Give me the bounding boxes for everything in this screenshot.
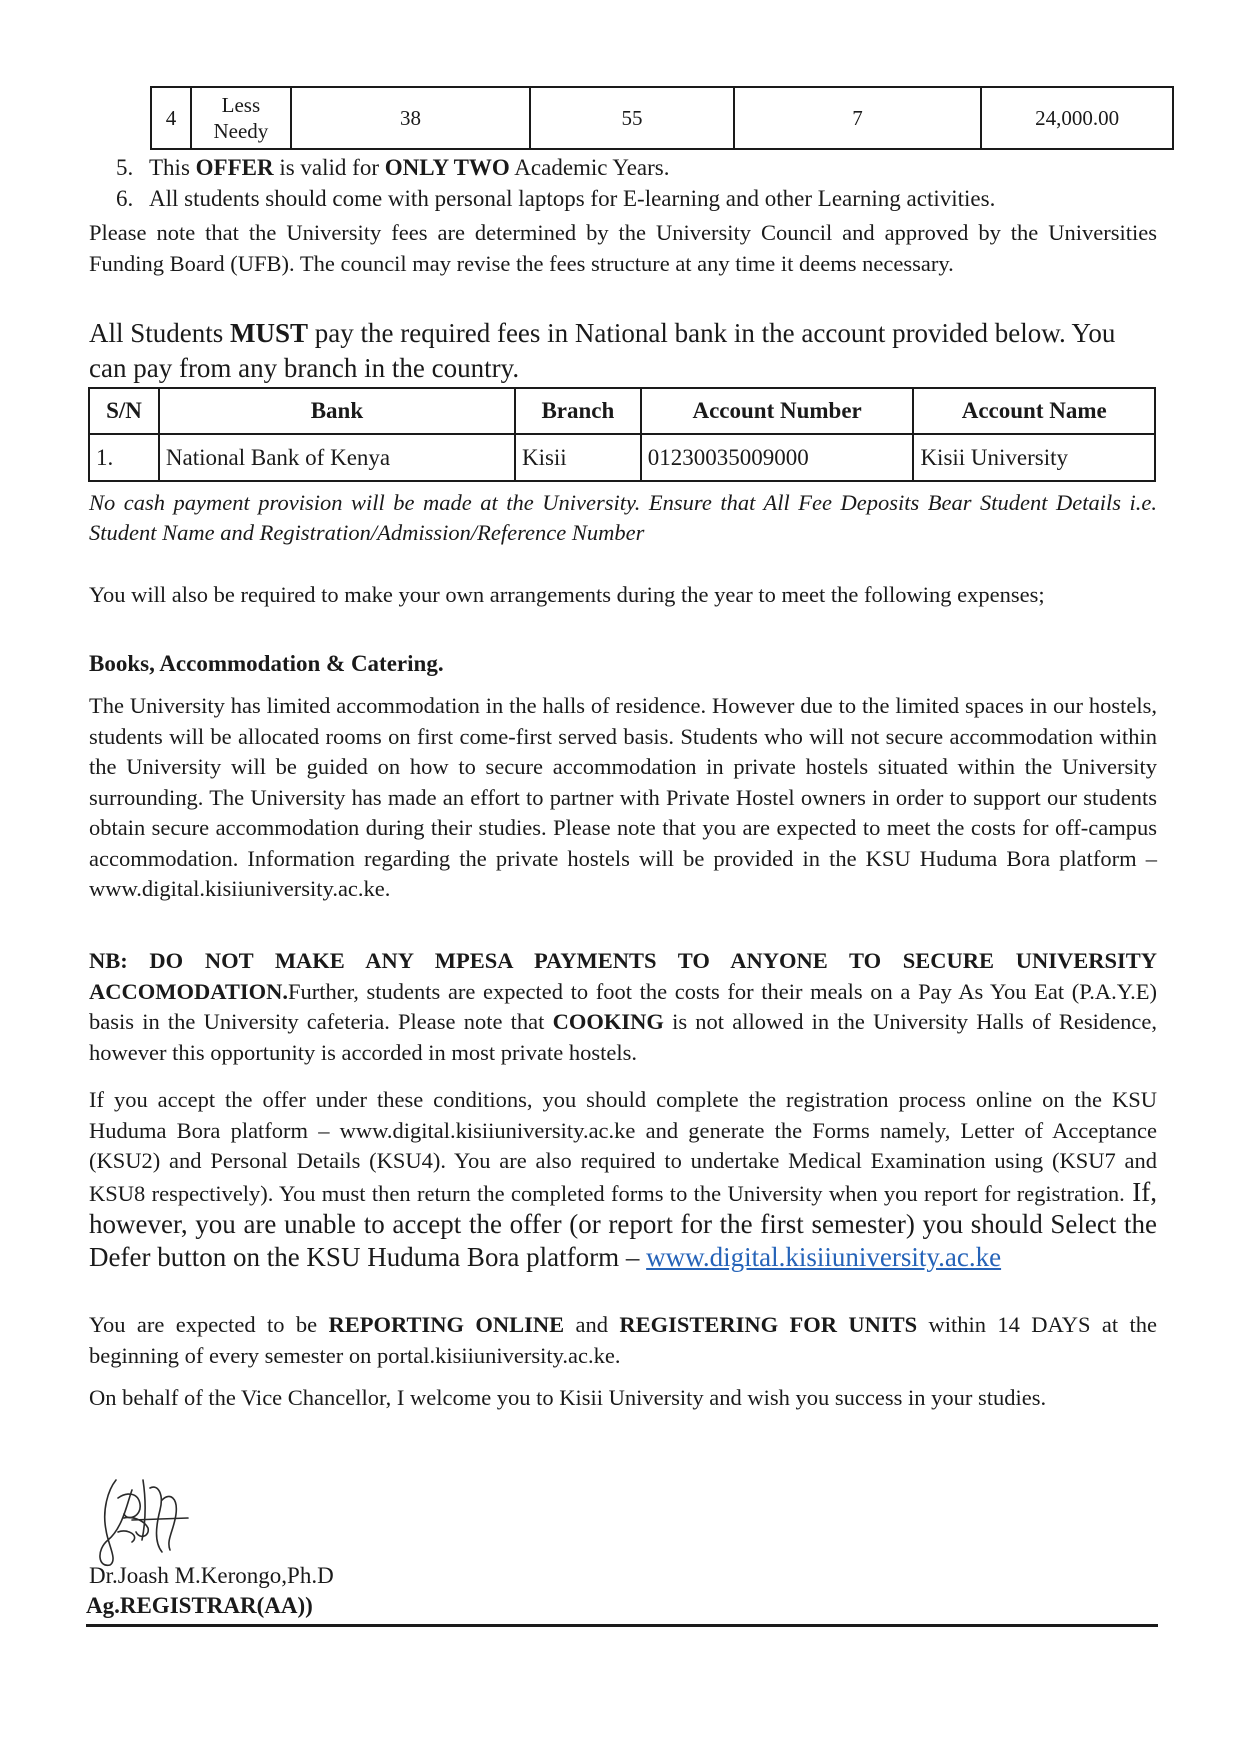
category-value-1: 38 <box>291 87 530 149</box>
header-bank: Bank <box>159 388 515 434</box>
table-header-row <box>89 388 1155 434</box>
cell-sn: 1. <box>89 434 159 481</box>
category-label: Less Needy <box>191 87 291 149</box>
cell-account-name: Kisii University <box>913 434 1155 481</box>
reporting-paragraph: You are expected to be REPORTING ONLINE and REGISTERING FOR UNITS within 14 DAYS at the beginning of every semester on portal.kisiiuniversity.ac.ke. <box>89 1312 1157 1368</box>
cell-bank: National Bank of Kenya <box>159 434 515 481</box>
closing-paragraph: On behalf of the Vice Chancellor, I welcome you to Kisii University and wish you success in your studies. <box>89 1385 1047 1410</box>
header-account-number: Account Number <box>641 388 914 434</box>
fees-note: Please note that the University fees are determined by the University Council and approved by the Universities Funding Board (UFB). The council may revise the fees structure at any time it deems necessary. <box>89 220 1157 276</box>
bank-account-table <box>88 387 1156 482</box>
table-row <box>89 434 1155 481</box>
table-row <box>151 87 1173 149</box>
category-value-3: 7 <box>734 87 981 149</box>
cell-account-number: 01230035009000 <box>641 434 914 481</box>
cash-payment-note: No cash payment provision will be made at the University. Ensure that All Fee Deposits Bear Student Details i.e. Student Name and Registration/Admission/Reference Number <box>89 490 1157 545</box>
signatory-name: Dr.Joash M.Kerongo,Ph.D <box>89 1563 334 1588</box>
section-heading: Books, Accommodation & Catering. <box>89 651 444 676</box>
signatory-title: Ag.REGISTRAR(AA)) <box>86 1593 313 1618</box>
list-item-6: 6. All students should come with personal laptops for E-learning and other Learning activities. <box>116 186 996 211</box>
header-account-name: Account Name <box>913 388 1155 434</box>
category-value-2: 55 <box>530 87 734 149</box>
bottom-divider <box>86 1624 1158 1627</box>
header-sn: S/N <box>89 388 159 434</box>
category-number: 4 <box>151 87 191 149</box>
acceptance-paragraph: If you accept the offer under these conditions, you should complete the registration process online on the KSU Huduma Bora platform – www.digital.kisiiuniversity.ac.ke and generate the Forms namely, Letter of Acceptance (KSU2) and Personal Details (KSU4). You are also required to undertake Medical Examination using (KSU7 and KSU8 respectively). You must then return the completed forms to the University when you report for registration. If, however, you are unable to accept the offer (or report for the first semester) you should Select the Defer button on the KSU Huduma Bora platform – www.digital.kisiiuniversity.ac.ke <box>89 1087 1158 1272</box>
category-amount: 24,000.00 <box>981 87 1173 149</box>
cell-branch: Kisii <box>515 434 641 481</box>
platform-link[interactable]: www.digital.kisiiuniversity.ac.ke <box>646 1241 1002 1272</box>
expenses-intro: You will also be required to make your own arrangements during the year to meet the following expenses; <box>89 582 1045 607</box>
fee-category-table <box>150 86 1174 150</box>
payment-instruction: All Students MUST pay the required fees in National bank in the account provided below. You can pay from any branch in the country. <box>89 318 1116 383</box>
header-branch: Branch <box>515 388 641 434</box>
nb-paragraph: NB: DO NOT MAKE ANY MPESA PAYMENTS TO ANYONE TO SECURE UNIVERSITY ACCOMODATION.Further, students are expected to foot the costs for their meals on a Pay As You Eat (P.A.Y.E) basis in the University cafeteria. Please note that COOKING is not allowed in the University Halls of Residence, however this opportunity is accorded in most private hostels. <box>89 948 1157 1065</box>
signature-image <box>88 1470 198 1570</box>
list-item-5: 5. This OFFER is valid for ONLY TWO Academic Years. <box>116 155 670 180</box>
accommodation-paragraph: The University has limited accommodation in the halls of residence. However due to the limited spaces in our hostels, students will be allocated rooms on first come-first served basis. Students who will not secure accommodation within the University will be guided on how to secure accommodation in private hostels situated within the University surrounding. The University has made an effort to partner with Private Hostel owners in order to support our students obtain secure accommodation during their studies. Please note that you are expected to meet the costs for off-campus accommodation. Information regarding the private hostels will be provided in the KSU Huduma Bora platform – www.digital.kisiiuniversity.ac.ke. <box>89 693 1157 901</box>
